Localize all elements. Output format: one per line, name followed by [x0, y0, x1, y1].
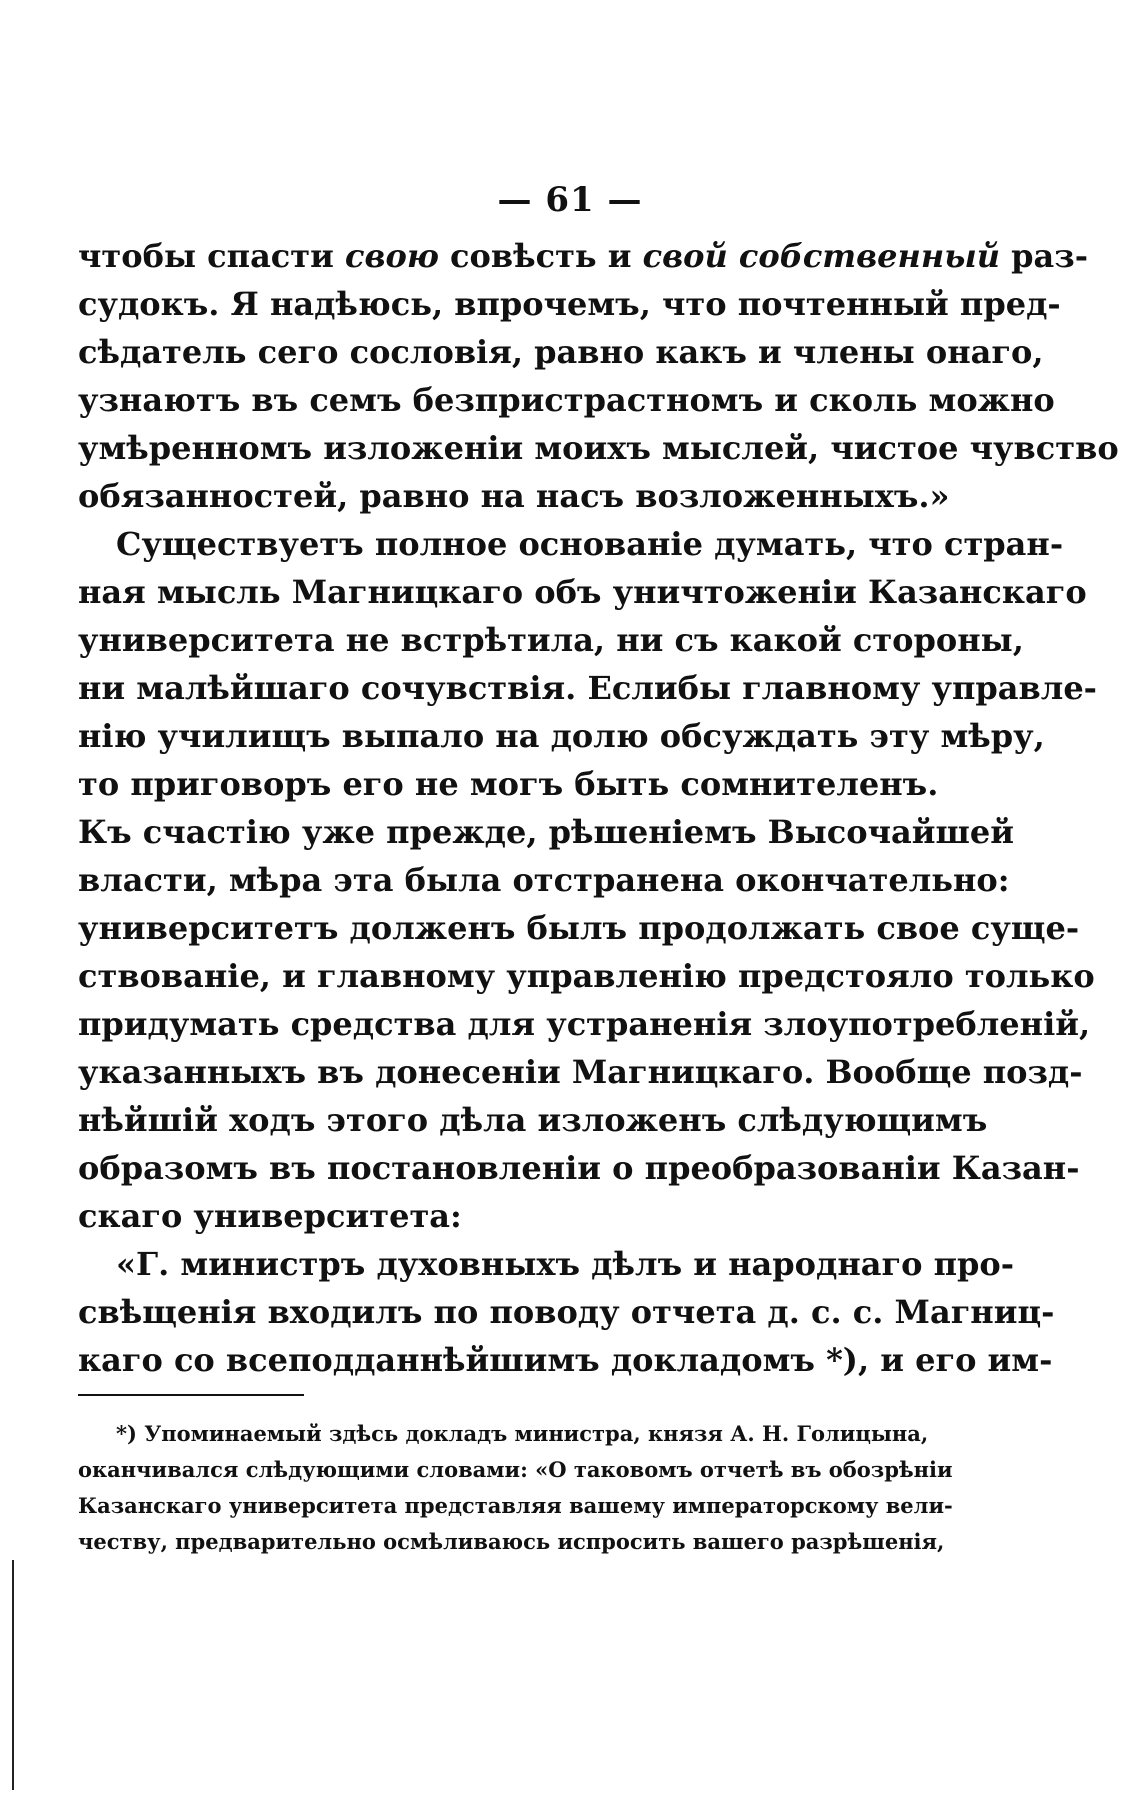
text-line: сѣдатель сего сословія, равно какъ и члены онаго,	[78, 333, 1044, 371]
text-line: Существуетъ полное основаніе думать, что стран-	[116, 525, 1064, 563]
text-line: умѣренномъ изложеніи моихъ мыслей, чистое чувство	[78, 429, 1119, 467]
footnote-line: Казанскаго университета представляя вашему императорскому вели-	[78, 1493, 953, 1518]
text-line: скаго университета:	[78, 1197, 462, 1235]
text-line: указанныхъ въ донесеніи Магницкаго. Вообще позд-	[78, 1053, 1083, 1091]
text-line: придумать средства для устраненія злоупотребленій,	[78, 1005, 1091, 1043]
text-line: образомъ въ постановленіи о преобразованіи Казан-	[78, 1149, 1080, 1187]
footnote-line: честву, предварительно осмѣливаюсь испросить вашего разрѣшенія,	[78, 1529, 945, 1554]
text-line: обязанностей, равно на насъ возложенныхъ.»	[78, 477, 950, 515]
text-line: власти, мѣра эта была отстранена окончательно:	[78, 861, 1010, 899]
body-text	[78, 232, 1119, 1384]
footnote-line: *) Упоминаемый здѣсь докладъ министра, князя А. Н. Голицына,	[116, 1421, 929, 1446]
text-line: судокъ. Я надѣюсь, впрочемъ, что почтенный пред-	[78, 285, 1061, 323]
text-line: ная мысль Магницкаго объ уничтоженіи Казанскаго	[78, 573, 1087, 611]
footnote	[78, 1416, 953, 1560]
text-line: чтобы спасти свою совѣсть и свой собственный раз-	[78, 237, 1088, 275]
text-line: нію училищъ выпало на долю обсуждать эту мѣру,	[78, 717, 1045, 755]
scan-edge-mark	[12, 1560, 14, 1790]
text-line: нѣйшій ходъ этого дѣла изложенъ слѣдующимъ	[78, 1101, 988, 1139]
text-line: университета не встрѣтила, ни съ какой стороны,	[78, 621, 1024, 659]
text-line: «Г. министръ духовныхъ дѣлъ и народнаго про-	[116, 1245, 1014, 1283]
text-line: ни малѣйшаго сочувствія. Еслибы главному управле-	[78, 669, 1097, 707]
page-number: — 61 —	[497, 180, 643, 220]
text-line: каго со всеподданнѣйшимъ докладомъ *), и его им-	[78, 1341, 1053, 1379]
footnote-rule	[78, 1394, 304, 1396]
text-line: университетъ долженъ былъ продолжать свое суще-	[78, 909, 1080, 947]
text-line: свѣщенія входилъ по поводу отчета д. с. с. Магниц-	[78, 1293, 1055, 1331]
text-line: узнаютъ въ семъ безпристрастномъ и сколь можно	[78, 381, 1055, 419]
text-line: ствованіе, и главному управленію предстояло только	[78, 957, 1095, 995]
text-line: Къ счастію уже прежде, рѣшеніемъ Высочайшей	[78, 813, 1014, 851]
text-line: то приговоръ его не могъ быть сомнителенъ.	[78, 765, 939, 803]
footnote-line: оканчивался слѣдующими словами: «О таковомъ отчетѣ въ обозрѣніи	[78, 1457, 953, 1482]
